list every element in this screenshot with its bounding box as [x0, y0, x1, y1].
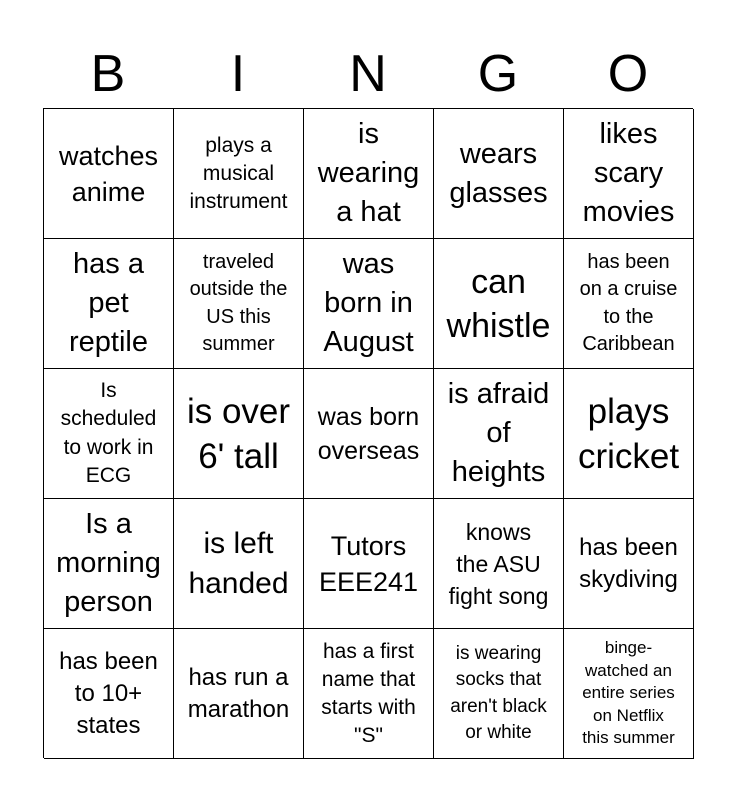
bingo-cell-r1c3[interactable] [304, 109, 434, 239]
bingo-cell-text: has been to 10+ states [59, 647, 158, 739]
bingo-cell-text: Is scheduled to work in ECG [60, 378, 157, 487]
bingo-cell-r2c3[interactable] [304, 239, 434, 369]
bingo-cell-r3c4[interactable] [434, 369, 564, 499]
bingo-cell-r5c1[interactable] [44, 629, 174, 759]
bingo-cell-r1c4[interactable] [434, 109, 564, 239]
bingo-cell-text: Is a morning person [56, 508, 161, 618]
bingo-cell-text: traveled outside the US this summer [189, 250, 288, 355]
bingo-cell-r3c3[interactable] [304, 369, 434, 499]
bingo-cell-text: is over 6' tall [186, 391, 291, 476]
bingo-cell-text: has a pet reptile [69, 248, 148, 358]
bingo-cell-r1c5[interactable] [564, 109, 694, 239]
bingo-cell-text: has a first name that starts with "S" [321, 639, 416, 747]
bingo-cell-r2c1[interactable] [44, 239, 174, 369]
bingo-cell-r4c1[interactable] [44, 499, 174, 629]
bingo-cell-text: plays cricket [577, 391, 680, 476]
bingo-cell-text: watches anime [58, 140, 159, 207]
header-letter-g: G [477, 45, 519, 103]
header-letter-n: N [349, 45, 387, 103]
bingo-cell-text: likes scary movies [582, 118, 675, 228]
bingo-cell-text: was born in August [323, 248, 414, 358]
bingo-cell-text: is wearing socks that aren't black or white [450, 642, 547, 743]
bingo-cell-r1c1[interactable] [44, 109, 174, 239]
header-letter-i: I [230, 45, 246, 103]
bingo-cell-text: is left handed [188, 526, 289, 600]
bingo-cell-r5c5[interactable] [564, 629, 694, 759]
bingo-cell-r5c4[interactable] [434, 629, 564, 759]
bingo-cell-r3c5[interactable] [564, 369, 694, 499]
bingo-cell-r4c5[interactable] [564, 499, 694, 629]
bingo-cell-r4c2[interactable] [174, 499, 304, 629]
bingo-cell-text: binge- watched an entire series on Netflix this summer [582, 638, 675, 748]
bingo-cell-text: Tutors EEE241 [318, 530, 419, 597]
bingo-cell-text: plays a musical instrument [189, 133, 288, 213]
bingo-cell-r2c5[interactable] [564, 239, 694, 369]
bingo-cell-r2c4[interactable] [434, 239, 564, 369]
bingo-cell-r3c2[interactable] [174, 369, 304, 499]
bingo-card-grid [43, 108, 693, 758]
bingo-cell-text: can whistle [446, 262, 551, 345]
bingo-cell-text: is afraid of heights [447, 378, 550, 488]
bingo-cell-text: is wearing a hat [317, 118, 420, 228]
bingo-cell-r3c1[interactable] [44, 369, 174, 499]
bingo-cell-text: knows the ASU fight song [448, 518, 549, 609]
bingo-cell-r4c4[interactable] [434, 499, 564, 629]
bingo-cell-text: was born overseas [317, 402, 420, 465]
bingo-cell-text: wears glasses [449, 137, 548, 209]
bingo-cell-text: has been on a cruise to the Caribbean [579, 250, 678, 355]
bingo-cell-r5c2[interactable] [174, 629, 304, 759]
bingo-header [43, 44, 693, 104]
bingo-cell-r2c2[interactable] [174, 239, 304, 369]
header-letter-o: O [607, 45, 649, 103]
bingo-cell-r5c3[interactable] [304, 629, 434, 759]
bingo-cell-text: has been skydiving [579, 533, 678, 593]
bingo-cell-text: has run a marathon [187, 663, 290, 723]
header-letter-b: B [90, 45, 126, 103]
bingo-cell-r4c3[interactable] [304, 499, 434, 629]
bingo-cell-r1c2[interactable] [174, 109, 304, 239]
